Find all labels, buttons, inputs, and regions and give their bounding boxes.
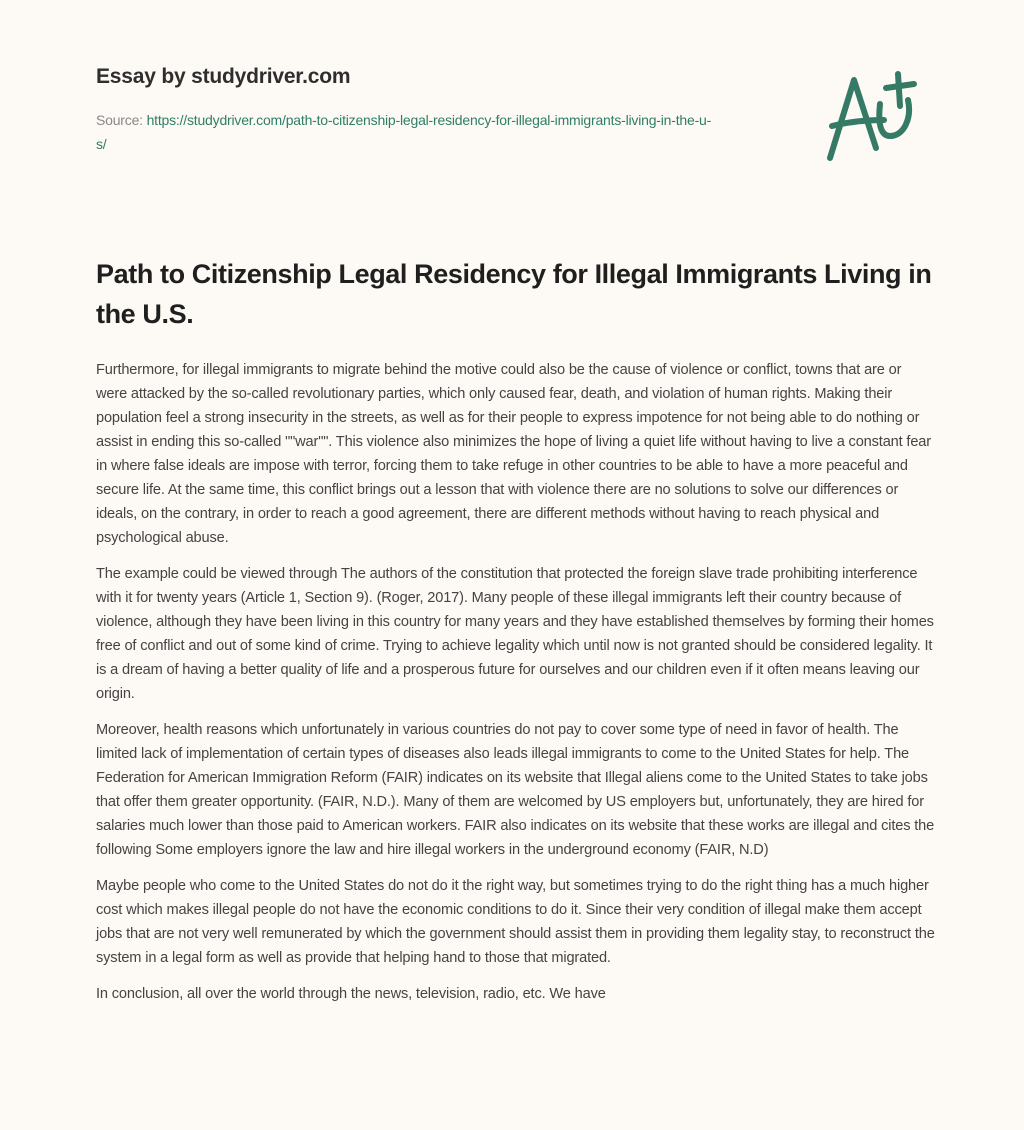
source-line: [96, 108, 716, 156]
source-label: Source:: [96, 112, 143, 128]
essay-paragraph: Furthermore, for illegal immigrants to migrate behind the motive could also be the cause of violence or conflict, towns that are or were attacked by the so-called revolutionary parties, which only caused fear, death, and violation of human rights. Making their population feel a strong insecurity in the streets, as well as for their people to express impotence for not being able to do nothing or assist in ending this so-called ""war"". This violence also minimizes the hope of living a quiet life without having to live a constant fear in where false ideals are impose with terror, forcing them to take refuge in other countries to be able to have a more peaceful and secure life. At the same time, this conflict brings out a lesson that with violence there are no solutions to solve our differences or ideals, on the contrary, in order to reach a good agreement, there are different methods without having to reach physical and psychological abuse.: [96, 362, 931, 546]
a-plus-grade-icon: [818, 62, 938, 172]
essay-body: [96, 358, 936, 1018]
essay-paragraph: In conclusion, all over the world through the news, television, radio, etc. We have: [96, 986, 606, 1002]
essay-paragraph: Moreover, health reasons which unfortunately in various countries do not pay to cover some type of need in favor of health. The limited lack of implementation of certain types of diseases also leads illegal immigrants to come to the United States for help. The Federation for American Immigration Reform (FAIR) indicates on its website that Illegal aliens come to the United States to take jobs that offer them greater opportunity. (FAIR, N.D.). Many of them are welcomed by US employers but, unfortunately, they are hired for salaries much lower than those paid to American workers. FAIR also indicates on its website that these works are illegal and cites the following Some employers ignore the law and hire illegal workers in the underground economy (FAIR, N.D): [96, 722, 935, 858]
source-link[interactable]: https://studydriver.com/path-to-citizenship-legal-residency-for-illegal-immigrants-living-in-the-u-s/: [96, 112, 712, 152]
essay-paragraph: The example could be viewed through The authors of the constitution that protected the foreign slave trade prohibiting interference with it for twenty years (Article 1, Section 9). (Roger, 2017). Many people of these illegal immigrants left their country because of violence, although they have been living in this country for many years and they have established themselves by forming their homes free of conflict and out of some kind of crime. Trying to achieve legality which until now is not granted should be considered legality. It is a dream of having a better quality of life and a prosperous future for ourselves and our children even if it often means leaving our origin.: [96, 566, 934, 702]
essay-title: Path to Citizenship Legal Residency for Illegal Immigrants Living in the U.S.: [96, 259, 932, 329]
essay-header: [96, 60, 716, 156]
brand-title: Essay by studydriver.com: [96, 65, 351, 88]
essay-paragraph: Maybe people who come to the United States do not do it the right way, but sometimes trying to do the right thing has a much higher cost which makes illegal people do not have the economic conditions to do it. Since their very condition of illegal make them accept jobs that are not very well remunerated by which the government should assist them in providing them legality stay, to reconstruct the system in a legal form as well as provide that helping hand to those that migrated.: [96, 878, 935, 966]
